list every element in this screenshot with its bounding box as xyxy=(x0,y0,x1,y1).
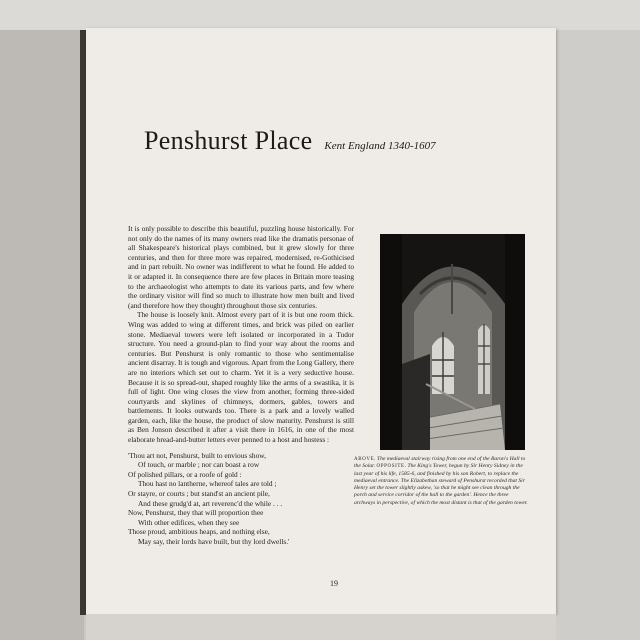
poem-line: Those proud, ambitious heaps, and nothing else, xyxy=(128,527,270,537)
photo-caption: ABOVE. The mediaeval stairway rising from one end of the Baron's Hall to the Solar. OPPOSITE. The King's Tower, begun by Sir Henry Sidney in the last year of his life, 1585-6, and finished by his son Robert, to replace the mediaeval entrance. The Elizabethan steward of Penshurst recorded that Sir Henry set the tower slightly askew, 'so that he might see clean through the porch and service corridor of the hall to the garden'. Hence the three archways in perspective, of which the most distant is that of the garden tower. xyxy=(354,456,528,506)
facing-page-edge xyxy=(0,30,84,640)
poem-line: Or stayre, or courts ; but stand'st an ancient pile, xyxy=(128,489,270,499)
paragraph-1: It is only possible to describe this beautiful, puzzling house historically. For not only do the names of its many owners read like the dramatis personae of all Shakespeare's historical plays combined, but it grew slowly for three centuries, and then for three more was repaired, modernised, re-Gothicised and in part rebuilt. No owner was indifferent to what he found. He added to it or adapted it. In consequence there are few places in Britain more teasing to the archaeologist who attempts to date its various parts, and few where the ordinary visitor will find so much to illustrate how men built and lived (and therefore how they thought) throughout those six centuries. xyxy=(128,224,354,310)
book-page xyxy=(86,28,556,614)
poem-quote xyxy=(128,451,354,547)
caption-above-text: The mediaeval stairway rising from one end of the Baron's Hall to the Solar. xyxy=(354,456,526,470)
backdrop-right xyxy=(556,30,640,640)
backdrop-top xyxy=(0,0,640,30)
page-subtitle: Kent England 1340-1607 xyxy=(324,140,436,152)
poem-line: With other edifices, when they see xyxy=(138,517,240,527)
caption-opposite-label: OPPOSITE xyxy=(376,464,405,470)
stairway-photograph xyxy=(380,234,525,450)
poem-line: And these grudg'd at, art reverenc'd the while . . . xyxy=(138,498,283,508)
caption-above-label: ABOVE xyxy=(354,457,375,462)
paragraph-2: The house is loosely knit. Almost every part of it is but one room thick. Wing was added to wing at different times, and brick was piled on earlier stone. Mediaeval towers were left isolated or incorporated in a Tudor structure. You need a ground-plan to find your way about the rooms and centuries. But Penshurst is only romantic to those who sentimentalise ancient disarray. It is tough and vigorous. Apart from the Long Gallery, there are no interiors which set out to charm. Yet it is a very seductive house. Because it is so spread-out, shaped roughly like the arms of a swastika, it is full of light. One wing closes the view from another, forming three-sided courtyards and skylines of chimneys, dormers, gables, towers and battlements. It looks outwards too. There is a park and a lovely walled garden, each, like the house, the product of slow maturity. Penshurst is still as Ben Jonson described it after a visit there in 1616, in one of the most elaborate bread-and-butter letters ever penned to a host and hostess : xyxy=(128,310,354,445)
title-row xyxy=(144,126,436,156)
page-title: Penshurst Place xyxy=(144,126,313,155)
poem-line: Of touch, or marble ; nor can boast a row xyxy=(138,460,260,470)
caption-opposite-text: The King's Tower, begun by Sir Henry Sidney in the last year of his life, 1585-6, and finished by his son Robert, to replace the mediaeval entrance. The Elizabethan steward of Penshurst recorded that Sir Henry set the tower slightly askew, 'so that he might see clean through the porch and service corridor of the hall to the garden'. Hence the three archways in perspective, of which the most distant is that of the garden tower. xyxy=(354,463,528,506)
poem-line: 'Thou art not, Penshurst, built to envious show, xyxy=(128,450,266,460)
page-bottom-edge xyxy=(86,614,556,640)
page-number: 19 xyxy=(330,579,338,588)
article-body xyxy=(128,224,354,547)
poem-line: Now, Penshurst, they that will proportion thee xyxy=(128,508,264,518)
poem-line: Of polished pillars, or a roofe of gold : xyxy=(128,469,242,479)
poem-line: Thou hast no lantherne, whereof tales are told ; xyxy=(138,479,277,489)
poem-line: May say, their lords have built, but thy lord dwells.' xyxy=(138,537,290,546)
